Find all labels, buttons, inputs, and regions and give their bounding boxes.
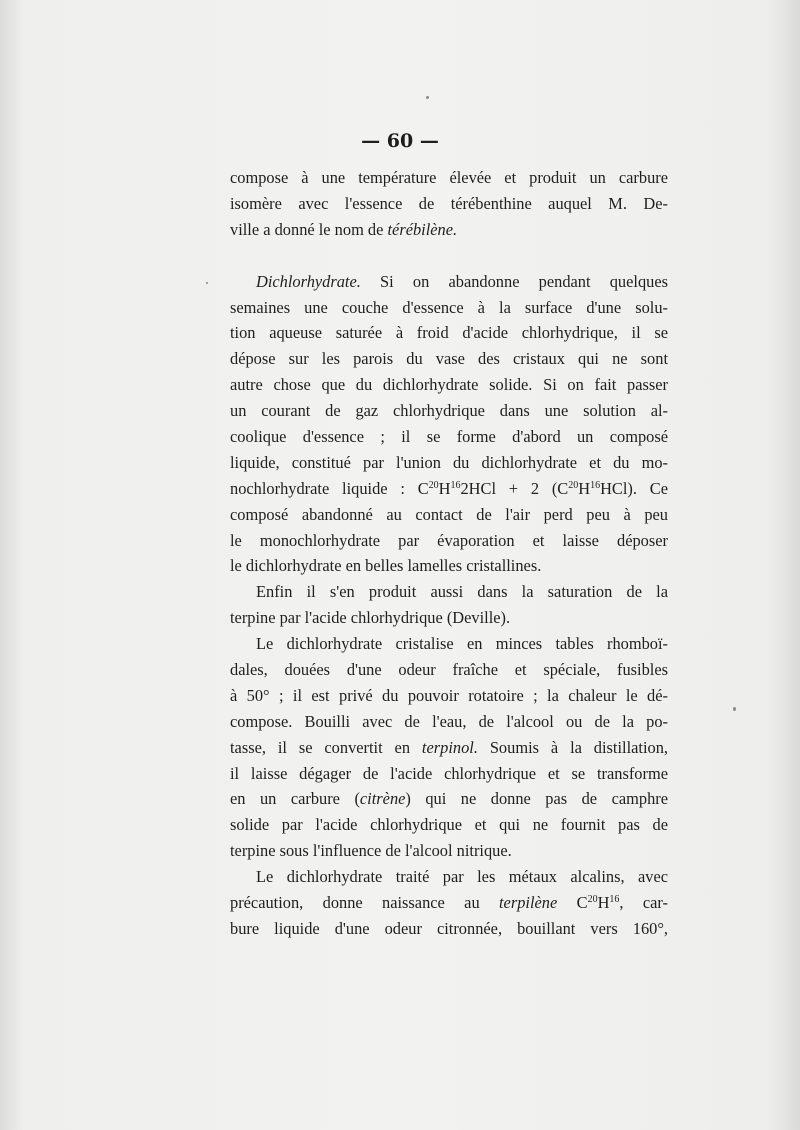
paragraph-3 <box>230 579 668 631</box>
text-line: composé abandonné au contact de l'air perd peu à peu <box>230 504 668 524</box>
print-speck <box>426 96 429 99</box>
paragraph-2 <box>230 269 668 580</box>
text-line: coolique d'essence ; il se forme d'abord un composé <box>230 427 668 447</box>
text-line: le dichlorhydrate en belles lamelles cristallines. <box>230 556 542 576</box>
paragraph-5 <box>230 864 668 942</box>
paragraph-1 <box>230 165 668 243</box>
print-speck <box>733 707 736 711</box>
text-line: semaines une couche d'essence à la surface d'une solu- <box>230 297 668 317</box>
text-line: compose. Bouilli avec de l'eau, de l'alcool ou de la po- <box>230 711 668 731</box>
text-line: autre chose que du dichlorhydrate solide. Si on fait passer <box>230 375 668 395</box>
text-line: Dichlorhydrate. Si on abandonne pendant quelques <box>256 271 668 291</box>
text-fragment: ville a donné le nom de <box>230 219 388 239</box>
text-line: solide par l'acide chlorhydrique et qui ne fournit pas de <box>230 815 668 835</box>
text-line: Le dichlorhydrate cristalise en minces tables rhomboï- <box>256 634 668 654</box>
text-line: terpine sous l'influence de l'alcool nitrique. <box>230 841 512 861</box>
text-line: Enfin il s'en produit aussi dans la saturation de la <box>256 582 668 602</box>
text-line: dépose sur les parois du vase des cristaux qui ne sont <box>230 349 668 369</box>
text-line: terpine par l'acide chlorhydrique (Deville). <box>230 608 511 628</box>
text-line: un courant de gaz chlorhydrique dans une solution al- <box>230 401 668 421</box>
text-line: dales, douées d'une odeur fraîche et spéciale, fusibles <box>230 660 668 680</box>
text-line: isomère avec l'essence de térébenthine auquel M. De- <box>230 193 668 213</box>
section-heading-dichlorhydrate: Dichlorhydrate. <box>256 271 361 291</box>
term-terpinol: terpinol. <box>421 737 478 757</box>
page-number: — 60 — <box>361 130 439 152</box>
text-line: il laisse dégager de l'acide chlorhydrique et se transforme <box>230 763 668 783</box>
text-line: précaution, donne naissance au terpilène $C^{20}H^{16}$, car- <box>230 893 668 913</box>
text-line: tion aqueuse saturée à froid d'acide chlorhydrique, il se <box>230 323 668 343</box>
text-line: le monochlorhydrate par évaporation et laisse déposer <box>230 530 668 550</box>
text-line: nochlorhydrate liquide : $C^{20}H^{16}2HCl + 2$ $(C^{20}H^{16}HCl)$. Ce <box>230 478 668 498</box>
print-speck <box>206 282 208 284</box>
text-line <box>230 217 668 243</box>
term-citrene: citrène <box>359 789 406 809</box>
text-line: tasse, il se convertit en terpinol. Soumis à la distillation, <box>230 737 668 757</box>
text-line: liquide, constitué par l'union du dichlorhydrate et du mo- <box>230 452 668 472</box>
text-line: compose à une température élevée et produit un carbure <box>230 168 668 187</box>
text-line: en un carbure (citrène) qui ne donne pas de camphre <box>230 789 668 809</box>
body-text <box>230 165 668 942</box>
paragraph-4 <box>230 631 668 864</box>
text-line: à 50° ; il est privé du pouvoir rotatoire ; la chaleur le dé- <box>230 685 668 705</box>
text-line: Le dichlorhydrate traité par les métaux alcalins, avec <box>256 867 668 887</box>
term-terpilene: terpilène <box>499 893 558 913</box>
text-line: bure liquide d'une odeur citronnée, bouillant vers 160°, <box>230 918 668 938</box>
term-terebilene: térébilène. <box>387 219 458 239</box>
